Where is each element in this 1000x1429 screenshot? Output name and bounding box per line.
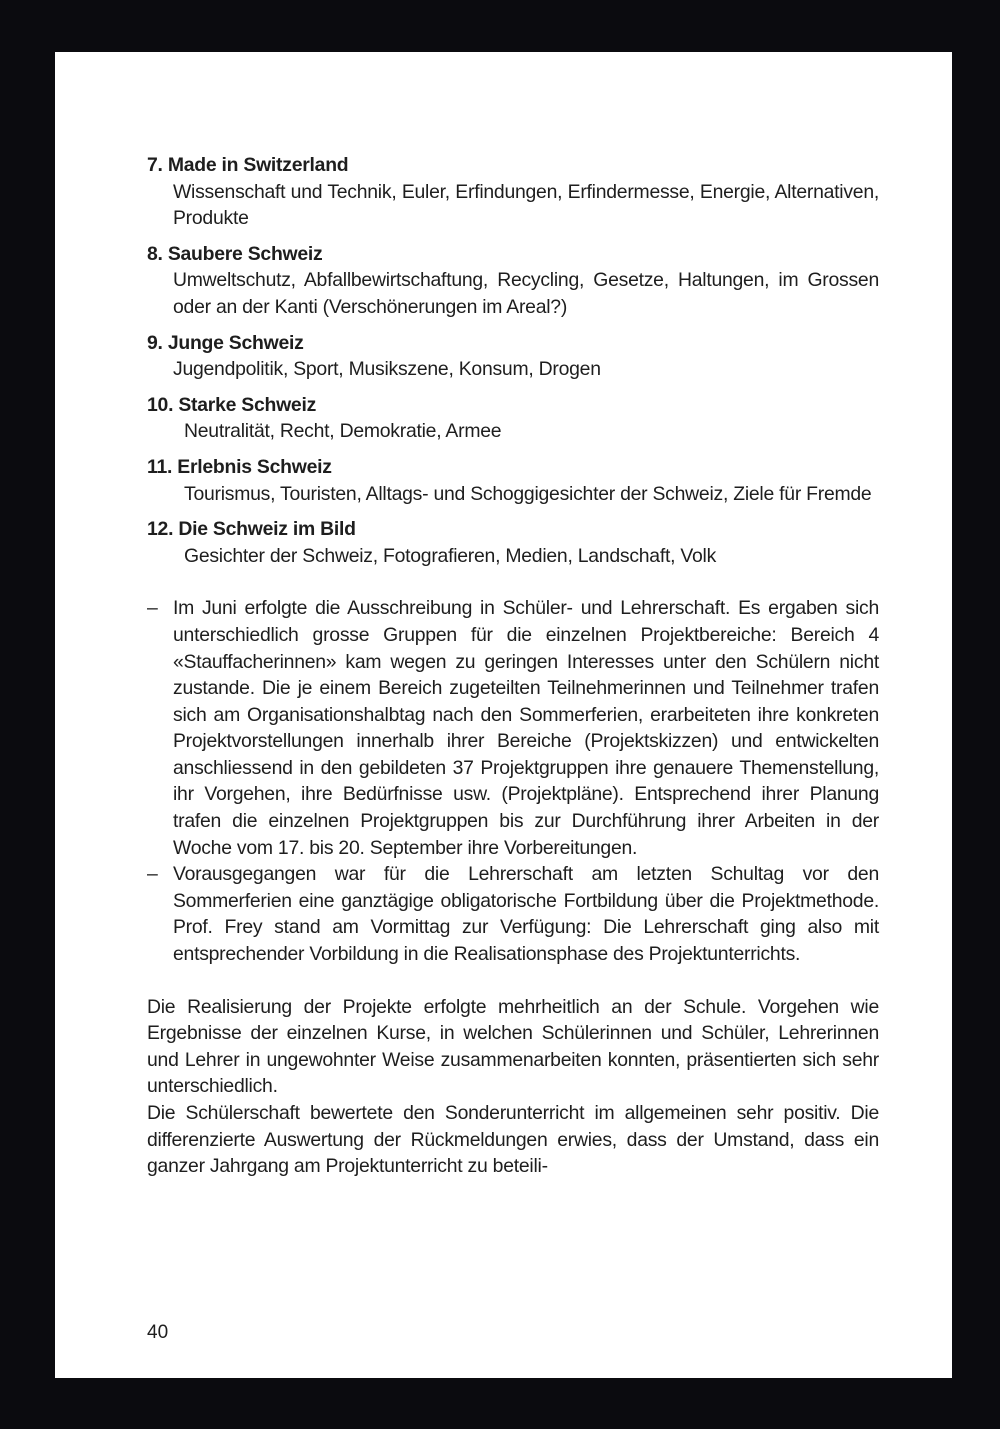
topic-heading: [147, 516, 879, 543]
page-number: 40: [147, 1322, 169, 1343]
bullet-list: [147, 595, 879, 967]
topic-heading: [147, 241, 879, 268]
topic-heading: [147, 454, 879, 481]
topic-number: 11.: [147, 455, 173, 478]
topic-item: [147, 454, 879, 507]
topic-number: 10.: [147, 393, 174, 416]
topic-item: [147, 152, 879, 232]
topic-item: [147, 392, 879, 445]
document-page: [55, 52, 952, 1378]
body-paragraphs: [147, 994, 879, 1180]
bullet-item: [147, 861, 879, 967]
topic-title: Die Schweiz im Bild: [178, 518, 356, 541]
dash-bullet-icon: –: [147, 597, 158, 620]
topic-description: Tourismus, Touristen, Alltags- und Schoggigesichter der Schweiz, Ziele für Fremde: [184, 482, 872, 505]
dash-bullet-icon: –: [147, 863, 158, 886]
page-content: [147, 152, 879, 1180]
topic-number: 7.: [147, 154, 163, 176]
paragraph: Die Realisierung der Projekte erfolgte mehrheitlich an der Schule. Vorgehen wie Ergebnisse der einzelnen Kurse, in welchen Schülerinnen und Schüler, Lehrerinnen und Lehrer in ungewohnter Weise zusammenarbeiten konnten, präsentierten sich sehr unterschiedlich.: [147, 995, 879, 1098]
topic-item: [147, 330, 879, 383]
topic-number: 12.: [147, 518, 174, 541]
topic-heading: [147, 152, 879, 179]
topic-title: Made in Switzerland: [167, 154, 349, 176]
topic-description: Neutralität, Recht, Demokratie, Armee: [184, 420, 502, 443]
topic-title: Starke Schweiz: [178, 393, 317, 416]
topic-item: [147, 516, 879, 569]
topic-number: 8.: [147, 242, 163, 265]
bullet-text: Vorausgegangen war für die Lehrerschaft am letzten Schultag vor den Sommerferien eine ganztägige obligatorische Fortbildung über die Projektmethode. Prof. Frey stand am Vormittag zur Verfügung: Die Lehrerschaft ging also mit entsprechender Vorbildung in die Realisationsphase des Projektunterrichts.: [173, 863, 879, 966]
paragraph: Die Schülerschaft bewertete den Sonderunterricht im allgemeinen sehr positiv. Die differenzierte Auswertung der Rückmeldungen erwies, dass der Umstand, dass ein ganzer Jahrgang am Projektunterricht zu beteili-: [147, 1102, 879, 1178]
topic-description: Jugendpolitik, Sport, Musikszene, Konsum, Drogen: [173, 358, 601, 381]
topic-description: Gesichter der Schweiz, Fotografieren, Medien, Landschaft, Volk: [184, 544, 717, 567]
bullet-item: [147, 595, 879, 861]
topic-description: Wissenschaft und Technik, Euler, Erfindungen, Erfindermesse, Energie, Alternativen, Produkte: [173, 180, 879, 230]
topic-title: Erlebnis Schweiz: [177, 455, 332, 478]
topic-heading: [147, 330, 879, 357]
topic-item: [147, 241, 879, 321]
topic-description: Umweltschutz, Abfallbewirtschaftung, Recycling, Gesetze, Haltungen, im Grossen oder an der Kanti (Verschönerungen im Areal?): [173, 269, 879, 318]
bullet-text: Im Juni erfolgte die Ausschreibung in Schüler- und Lehrerschaft. Es ergaben sich unterschiedlich grosse Gruppen für die einzelnen Projektbereiche: Bereich 4 «Stauffacherinnen» kam wegen zu geringen Interesses unter den Schülern nicht zustande. Die je einem Bereich zugeteilten Teilnehmerinnen und Teilnehmer trafen sich am Organisationshalbtag nach den Sommerferien, erarbeiteten ihre konkreten Projektvorstellungen innerhalb ihrer Bereiche (Projektskizzen) und entwickelten anschliessend in den gebildeten 37 Projektgruppen ihre genauere Themenstellung, ihr Vorgehen, ihre Bedürfnisse usw. (Projektpläne). Entsprechend ihrer Planung trafen die einzelnen Projektgruppen bis zur Durchführung ihrer Arbeiten in der Woche vom 17. bis 20. September ihre Vorbereitungen.: [173, 597, 879, 859]
topic-title: Saubere Schweiz: [167, 242, 323, 265]
topic-title: Junge Schweiz: [167, 331, 304, 354]
topic-heading: [147, 392, 879, 419]
topic-number: 9.: [147, 331, 163, 354]
